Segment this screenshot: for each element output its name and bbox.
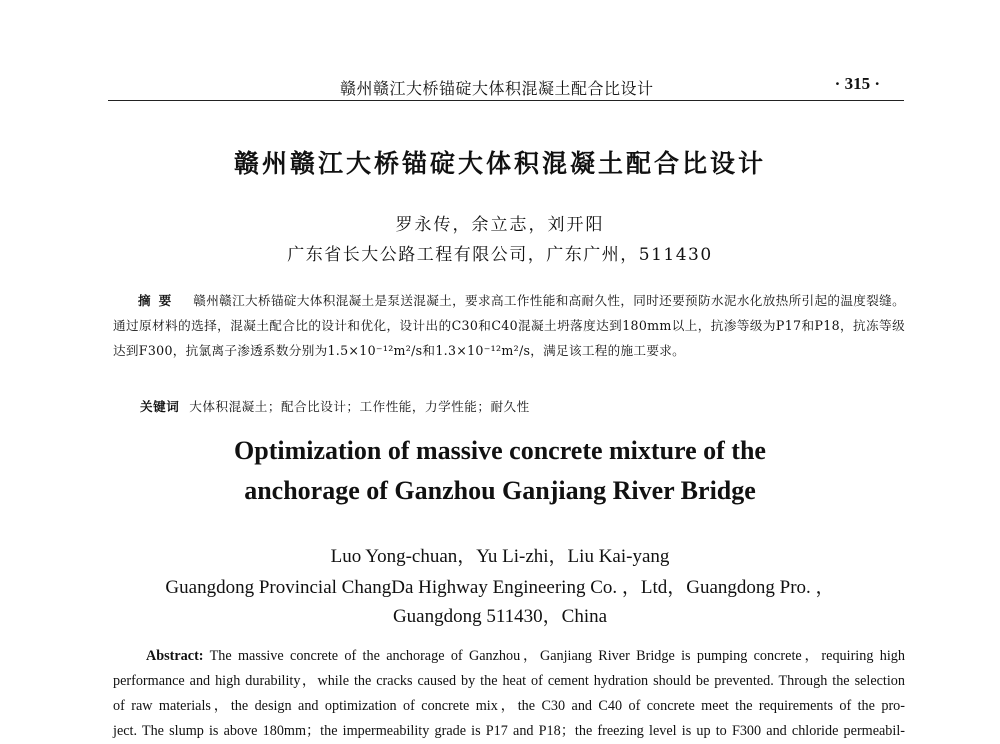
chinese-title: 赣州赣江大桥锚碇大体积混凝土配合比设计 <box>233 149 766 178</box>
english-affiliation-line-2: Guangdong 511430，China <box>392 606 608 627</box>
english-affiliation-line-1: Guangdong Provincial ChangDa Highway Engineering Co. ，Ltd，Guangdong Pro. ， <box>165 577 835 598</box>
english-abstract-label: Abstract: <box>146 648 204 664</box>
english-abstract-line: ject. The slump is above 180mm；the impermeability grade is P17 and P18；the freezing level is up to F300 and chloride permeabil- <box>113 723 905 739</box>
english-abstract-line: of raw materials，the design and optimization of concrete mix，the C30 and C40 of concrete meet the requirements of the pro- <box>113 698 905 714</box>
english-authors: Luo Yong-chuan，Yu Li-zhi，Liu Kai-yang <box>330 546 670 567</box>
chinese-abstract-text: 赣州赣江大桥锚碇大体积混凝土是泵送混凝土，要求高工作性能和高耐久性，同时还要预防水泥水化放热所引起的温度裂缝。通过原材料的选择，混凝土配合比的设计和优化，设计出的C30和C40混凝土坍落度达到180mm以上，抗渗等级为P17和P18，抗冻等级达到F300，抗氯离子渗透系数分别为1.5×10⁻¹²m²/s和1.3×10⁻¹²m²/s，满足该工程的施工要求。 <box>113 293 906 358</box>
chinese-keywords <box>140 396 530 415</box>
chinese-affiliation: 广东省长大公路工程有限公司，广东广州，511430 <box>287 245 713 265</box>
chinese-keywords-label: 关键词 <box>140 399 180 414</box>
chinese-abstract-label: 摘要 <box>138 293 180 308</box>
running-head <box>108 72 904 101</box>
english-abstract-line: performance and high durability，while the cracks caused by the heat of cement hydration should be prevented. Through the selection <box>113 673 905 689</box>
english-title-line-1: Optimization of massive concrete mixture of the <box>234 436 766 465</box>
chinese-keywords-text: 大体积混凝土；配合比设计；工作性能，力学性能；耐久性 <box>189 399 530 414</box>
chinese-authors: 罗永传，余立志，刘开阳 <box>395 215 605 235</box>
chinese-abstract <box>113 288 905 363</box>
english-abstract <box>113 644 905 744</box>
running-head-title: 赣州赣江大桥锚碇大体积混凝土配合比设计 <box>340 79 654 98</box>
english-abstract-text: The massive concrete of the anchorage of Ganzhou，Ganjiang River Bridge is pumping concrete，requiring high <box>209 648 905 664</box>
english-abstract-line <box>113 644 905 669</box>
page-number: · 315 · <box>834 74 880 93</box>
english-title-line-2: anchorage of Ganzhou Ganjiang River Bridge <box>244 476 756 505</box>
